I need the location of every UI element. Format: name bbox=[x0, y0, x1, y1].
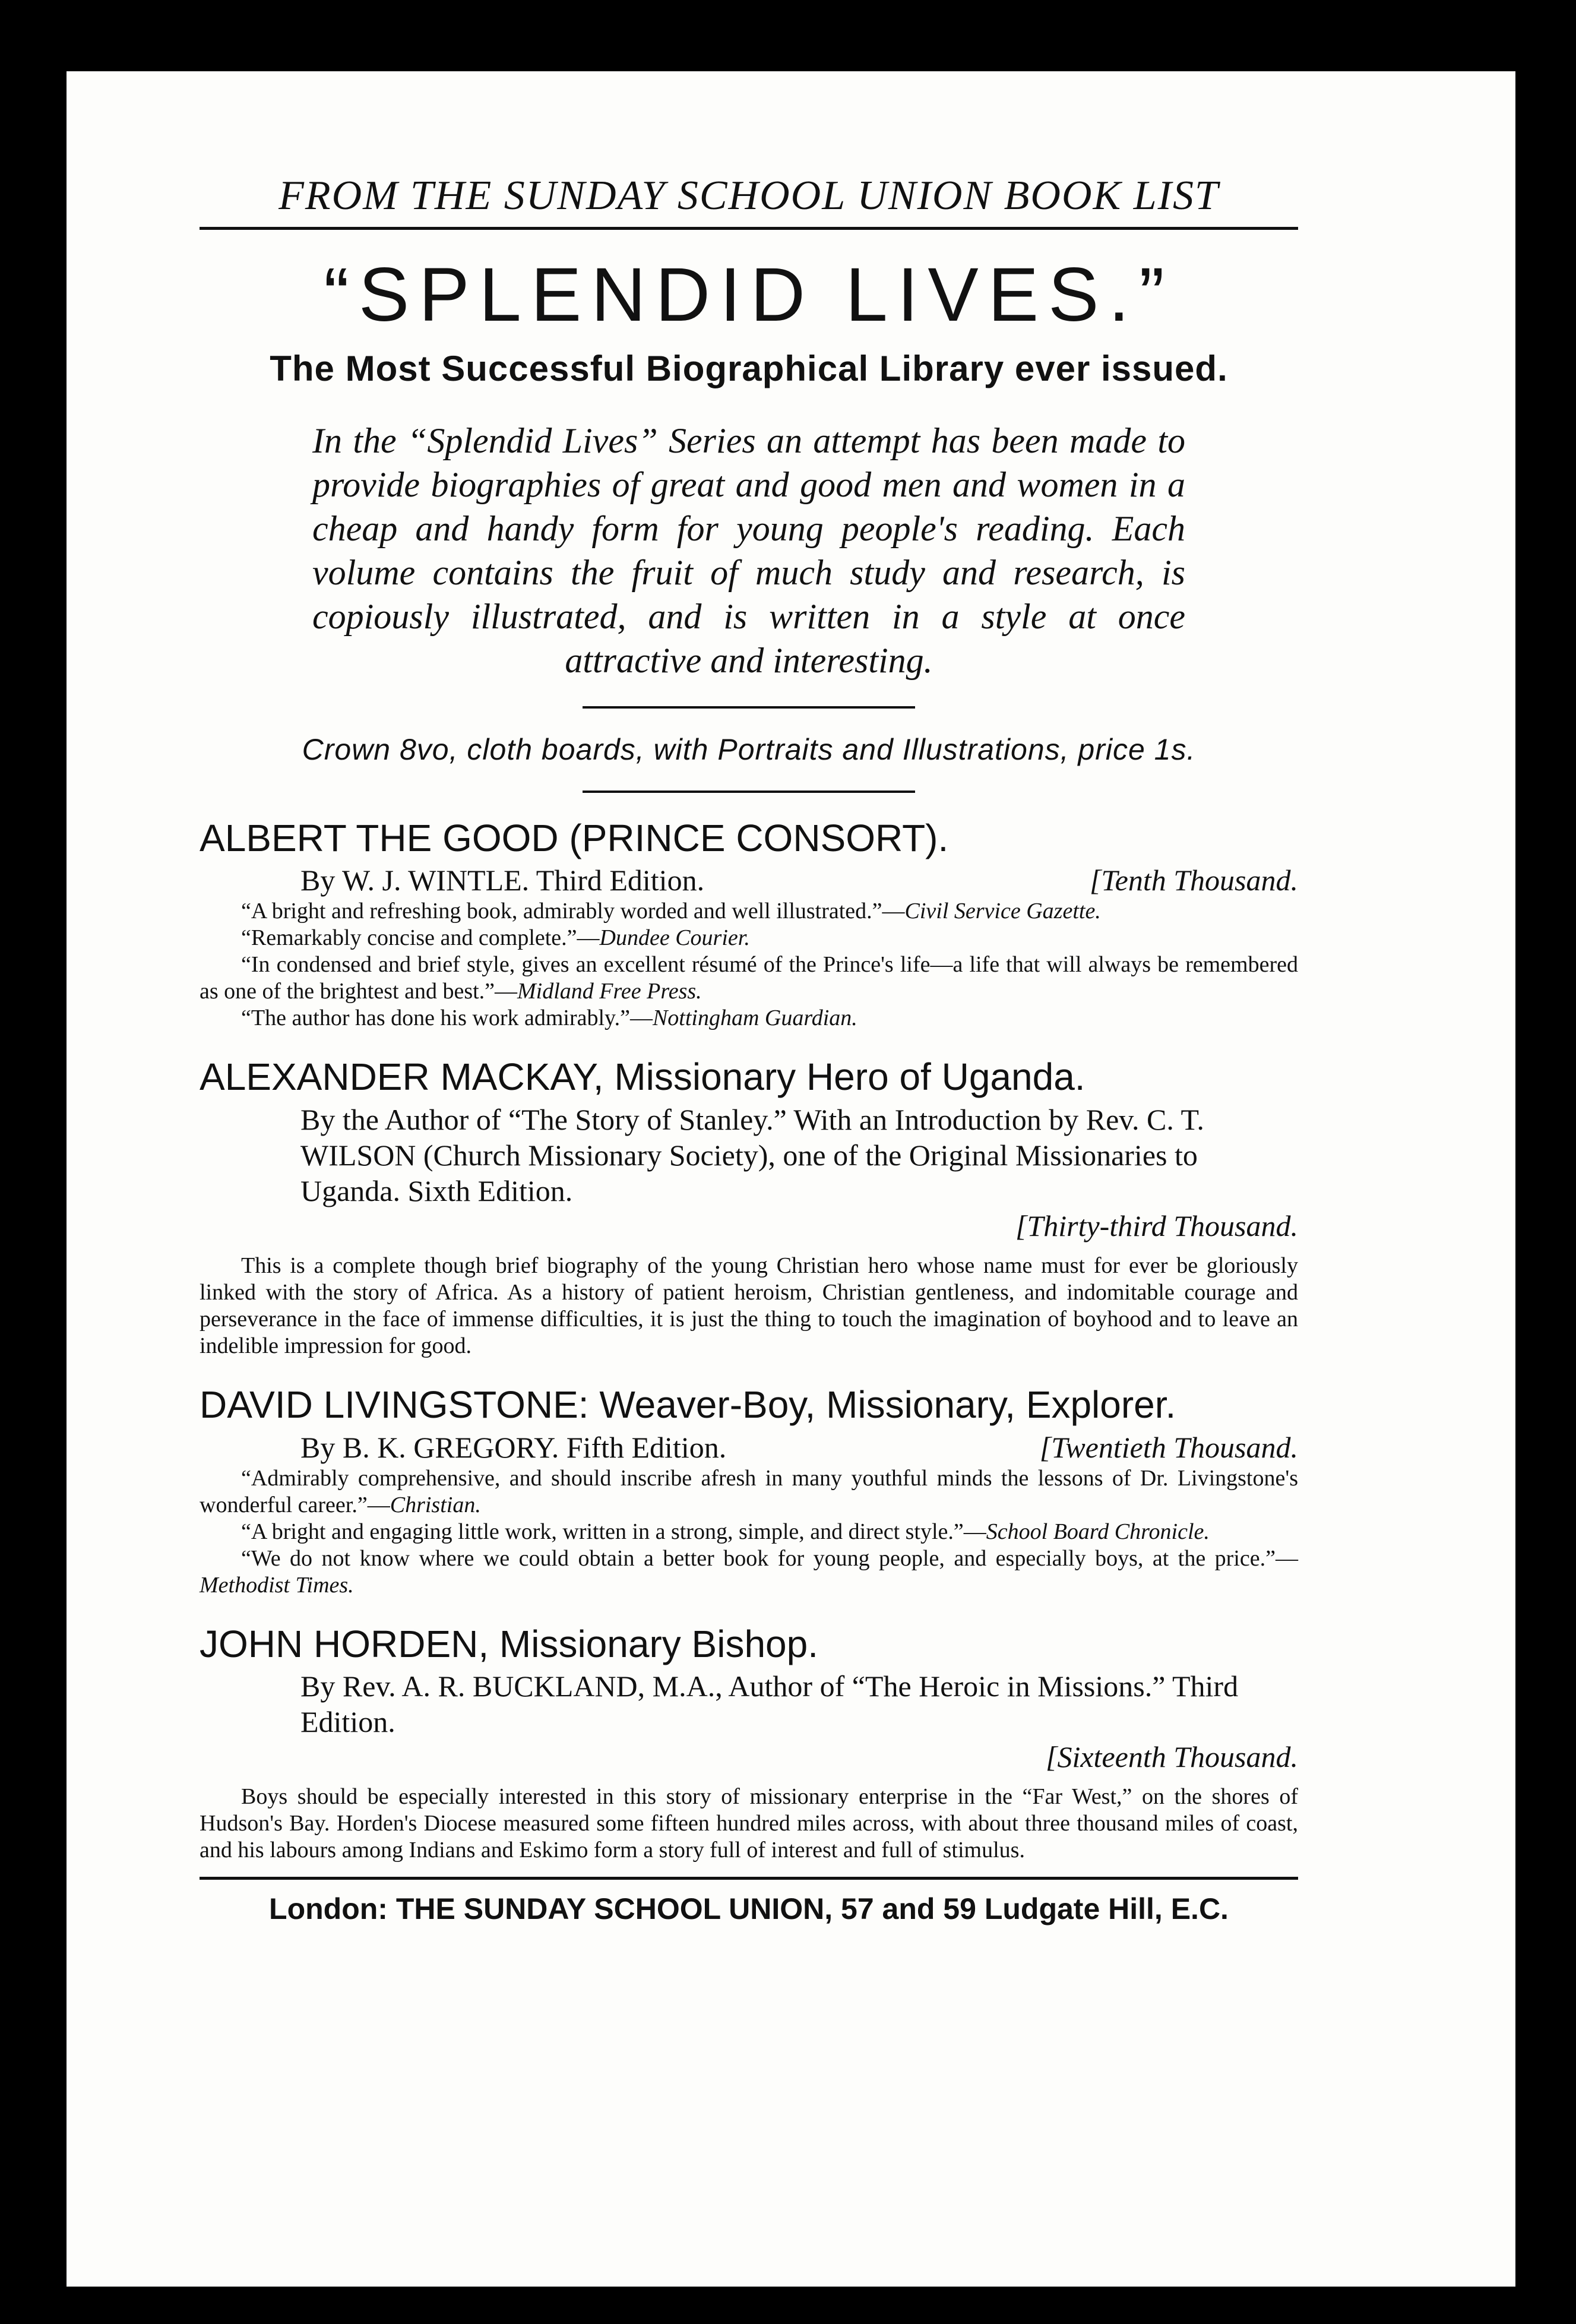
review-quote: “Remarkably concise and complete.”—Dundee Courier. bbox=[241, 925, 750, 951]
author-line: By B. K. GREGORY. Fifth Edition. bbox=[300, 1430, 727, 1464]
page-header: FROM THE SUNDAY SCHOOL UNION BOOK LIST bbox=[200, 172, 1298, 230]
thousand-note: [Twentieth Thousand. bbox=[1039, 1430, 1298, 1464]
review-quote: “In condensed and brief style, gives an excellent résumé of the Prince's life—a life that will always be remembered as one of the brightest and best.”—Midland Free Press. bbox=[200, 952, 1298, 1004]
review-quote: “The author has done his work admirably.”—Nottingham Guardian. bbox=[241, 1006, 857, 1031]
description-paragraph: Boys should be especially interested in this story of missionary enterprise in the “Far West,” on the shores of Hudson's Bay. Horden's Diocese measured some fifteen hundred miles across, with about three thousand miles of coast, and his labours among Indians and Eskimo form a story full of interest and full of stimulus. bbox=[200, 1784, 1298, 1863]
book-title: JOHN HORDEN, Missionary Bishop. bbox=[200, 1622, 818, 1665]
book-title: ALBERT THE GOOD (PRINCE CONSORT). bbox=[200, 816, 949, 859]
divider bbox=[583, 791, 915, 793]
publisher-footer: London: THE SUNDAY SCHOOL UNION, 57 and 59 Ludgate Hill, E.C. bbox=[269, 1892, 1229, 1926]
divider bbox=[200, 1877, 1298, 1880]
thousand-note: [Sixteenth Thousand. bbox=[1046, 1740, 1298, 1774]
review-quote: “A bright and refreshing book, admirably worded and well illustrated.”—Civil Service Gazette. bbox=[241, 899, 1101, 924]
author-line: By Rev. A. R. BUCKLAND, M.A., Author of “The Heroic in Missions.” Third Edition. bbox=[300, 1670, 1239, 1739]
printed-page bbox=[67, 71, 1515, 2287]
divider bbox=[583, 706, 915, 709]
page-title: “SPLENDID LIVES.” bbox=[324, 252, 1174, 337]
byline bbox=[200, 862, 1298, 898]
thousand-note: [Tenth Thousand. bbox=[1089, 864, 1298, 897]
author-line: By the Author of “The Story of Stanley.” With an Introduction by Rev. C. T. WILSON (Church Missionary Society), one of the Original Missionaries to Uganda. Sixth Edition. bbox=[300, 1102, 1204, 1207]
page-subtitle: The Most Successful Biographical Library ever issued. bbox=[270, 348, 1228, 388]
author-line: By W. J. WINTLE. Third Edition. bbox=[300, 864, 705, 897]
book-entry bbox=[200, 817, 1298, 1032]
review-quote: “A bright and engaging little work, written in a strong, simple, and direct style.”—School Board Chronicle. bbox=[241, 1519, 1210, 1544]
book-entry bbox=[200, 1383, 1298, 1599]
byline bbox=[200, 1430, 1298, 1465]
price-line: Crown 8vo, cloth boards, with Portraits and Illustrations, price 1s. bbox=[302, 732, 1196, 766]
book-entry bbox=[200, 1623, 1298, 1864]
description-paragraph: This is a complete though brief biography of the young Christian hero whose name must for ever be gloriously linked with the story of Africa. As a history of patient heroism, Christian gentleness, and indomitable courage and perseverance in the face of immense difficulties, it is just the thing to touch the imagination of boyhood and to leave an indelible impression for good. bbox=[200, 1253, 1298, 1358]
thousand-note: [Thirty-third Thousand. bbox=[1015, 1209, 1298, 1242]
intro-paragraph: In the “Splendid Lives” Series an attempt has been made to provide biographies of great and good men and women in a cheap and handy form for young people's reading. Each volume contains the fruit of much study and research, is copiously illustrated, and is written in a style at once attractive and interesting. bbox=[312, 420, 1185, 680]
book-entry bbox=[200, 1055, 1298, 1359]
review-quote: “Admirably comprehensive, and should inscribe afresh in many youthful minds the lessons of Dr. Livingstone's wonderful career.”—Christian. bbox=[200, 1465, 1298, 1517]
book-title: ALEXANDER MACKAY, Missionary Hero of Uganda. bbox=[200, 1055, 1086, 1099]
review-quote: “We do not know where we could obtain a better book for young people, and especially boys, at the price.”—Methodist Times. bbox=[200, 1545, 1298, 1598]
book-title: DAVID LIVINGSTONE: Weaver-Boy, Missionary, Explorer. bbox=[200, 1383, 1176, 1426]
page-content bbox=[200, 172, 1298, 1926]
